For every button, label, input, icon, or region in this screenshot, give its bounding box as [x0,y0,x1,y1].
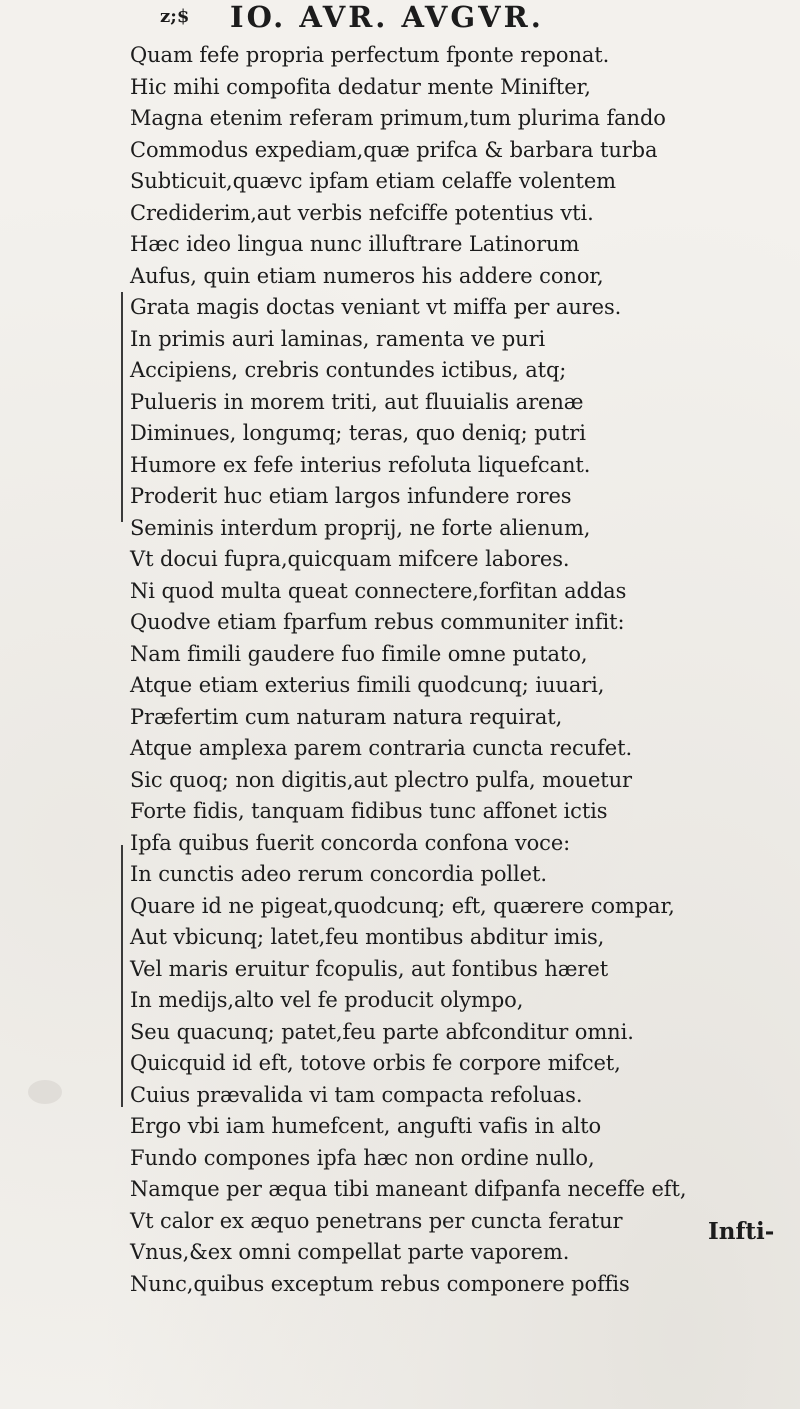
verse-line: Ipfa quibus fuerit concorda confona voce: [130,830,571,855]
verse-line: Seu quacunq; patet,feu parte abfconditur omni. [130,1019,634,1044]
verse-line: Nunc,quibus exceptum rebus componere poffis [130,1271,630,1296]
verse-line: Hæc ideo lingua nunc illuftrare Latinorum [130,232,580,256]
verse-line: Seminis interdum proprij, ne forte alienum, [130,515,591,540]
poem-text [130,40,770,1300]
verse-line: Aufus, quin etiam numeros his addere conor, [130,263,604,288]
verse-line: Vt calor ex æquo penetrans per cuncta feratur [130,1208,623,1233]
verse-line: Præfertim cum naturam natura requirat, [130,704,563,729]
verse-line: Hic mihi compofita dedatur mente Minifter, [130,74,591,99]
verse-line: Quam fefe propria perfectum fponte reponat. [130,43,610,67]
page-header [160,0,680,40]
signature-mark: z;$ [160,6,190,27]
verse-line: Sic quoq; non digitis,aut plectro pulfa, mouetur [130,767,632,792]
verse-line: Magna etenim referam primum,tum plurima fando [130,106,666,130]
verse-line: Atque etiam exterius fimili quodcunq; iuuari, [130,673,605,697]
verse-line: Atque amplexa parem contraria cuncta recufet. [130,736,633,760]
verse-line: Ergo vbi iam humefcent, angufti vafis in alto [130,1114,601,1138]
verse-line: Quodve etiam fparfum rebus communiter infit: [130,610,625,634]
verse-line: Vnus,&ex omni compellat parte vaporem. [130,1240,570,1264]
verse-line: Forte fidis, tanquam fidibus tunc affonet ictis [130,799,608,823]
margin-bracket-upper [121,292,123,522]
verse-line: In cunctis adeo rerum concordia pollet. [130,862,547,886]
verse-line: Nam fimili gaudere fuo fimile omne putato, [130,641,588,666]
verse-line: Vt docui fupra,quicquam mifcere labores. [130,547,570,571]
verse-line: Accipiens, crebris contundes ictibus, atq; [130,358,567,382]
verse-line: In medijs,alto vel fe producit olympo, [130,988,524,1012]
verse-line: In primis auri laminas, ramenta ve puri [130,326,546,351]
verse-line: Pulueris in morem triti, aut fluuialis arenæ [130,389,584,414]
verse-line: Diminues, longumq; teras, quo deniq; putri [130,421,586,445]
verse-line: Aut vbicunq; latet,feu montibus abditur imis, [130,925,605,949]
verse-line: Quicquid id eft, totove orbis fe corpore mifcet, [130,1051,621,1075]
verse-line: Ni quod multa queat connectere,forfitan addas [130,578,627,603]
verse-line: Fundo compones ipfa hæc non ordine nullo, [130,1145,595,1170]
verse-line: Humore ex fefe interius refoluta liquefcant. [130,452,591,477]
verse-line: Cuius prævalida vi tam compacta refoluas. [130,1082,583,1107]
verse-line: Commodus expediam,quæ prifca & barbara turba [130,137,658,162]
verse-line: Quare id ne pigeat,quodcunq; eft, quærere compar, [130,893,675,918]
paper-stain [28,1080,62,1104]
catchword: Infti- [708,1218,775,1245]
verse-line: Grata magis doctas veniant vt miffa per aures. [130,295,622,319]
verse-line: Proderit huc etiam largos infundere rores [130,484,572,508]
verse-line: Vel maris eruitur fcopulis, aut fontibus hæret [130,956,609,981]
verse-line: Namque per æqua tibi maneant difpanfa neceffe eft, [130,1177,687,1201]
verse-line: Crediderim,aut verbis nefciffe potentius vti. [130,200,594,225]
verse-line: Subticuit,quævc ipfam etiam celaffe volentem [130,169,616,193]
margin-bracket-lower [121,845,123,1107]
running-title: IO. AVR. AVGVR. [230,0,544,34]
